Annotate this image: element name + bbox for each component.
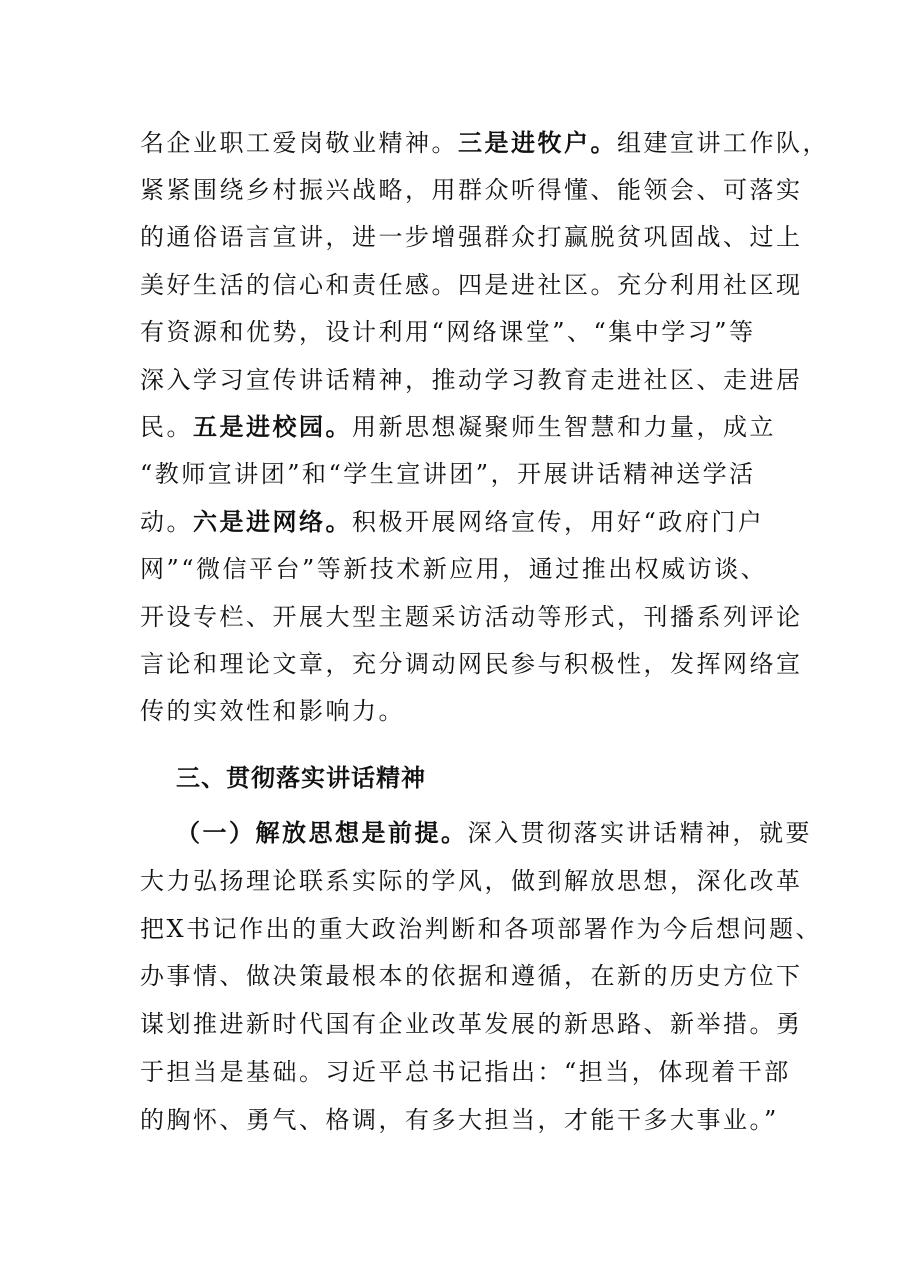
paragraph-line: 言论和理论文章，充分调动网民参与积极性，发挥网络宣: [140, 650, 803, 678]
section-heading: 三、贯彻落实讲话精神: [176, 764, 426, 792]
paragraph-line: [176, 818, 812, 848]
paragraph-line: 传的实效性和影响力。: [140, 697, 405, 725]
paragraph-line: 紧紧围绕乡村振兴战略，用群众听得懂、能领会、可落实: [140, 176, 803, 204]
paragraph-line: 的通俗语言宣讲，进一步增强群众打赢脱贫巩固战、过上: [140, 223, 803, 251]
paragraph-line: 美好生活的信心和责任感。四是进社区。充分利用社区现: [140, 271, 803, 299]
text-span: 动。: [140, 508, 193, 536]
paragraph-line: [140, 128, 829, 158]
paragraph-line: 把X书记作出的重大政治判断和各项部署作为今后想问题、: [140, 915, 823, 943]
bold-phrase: 六是进网络。: [193, 508, 352, 536]
paragraph-line: 大力弘扬理论联系实际的学风，做到解放思想，深化改革: [140, 867, 803, 895]
paragraph-line: 深入学习宣传讲话精神，推动学习教育走进社区、走进居: [140, 366, 803, 394]
text-span: 积极开展网络宣传，用好“政府门户: [352, 508, 765, 536]
paragraph-line: 办事情、做决策最根本的依据和遵循，在新的历史方位下: [140, 962, 803, 990]
bold-phrase: 三是进牧户。: [458, 129, 617, 157]
paragraph-line: 网”“微信平台”等新技术新应用，通过推出权威访谈、: [140, 555, 768, 583]
bold-phrase: （一）解放思想是前提。: [176, 819, 468, 847]
paragraph-line: 于担当是基础。习近平总书记指出：“担当，体现着干部: [140, 1058, 791, 1086]
text-span: 名企业职工爱岗敬业精神。: [140, 129, 458, 157]
paragraph-line: [140, 507, 764, 537]
text-span: 民。: [140, 413, 193, 441]
paragraph-line: 开设专栏、开展大型主题采访活动等形式，刊播系列评论: [140, 603, 803, 631]
paragraph-line: “教师宣讲团”和“学生宣讲团”，开展讲话精神送学活: [140, 460, 756, 488]
text-span: 深入贯彻落实讲话精神，就要: [467, 819, 812, 847]
paragraph-line: 有资源和优势，设计利用“网络课堂”、“集中学习”等: [140, 318, 756, 346]
paragraph-line: 谋划推进新时代国有企业改革发展的新思路、新举措。勇: [140, 1010, 803, 1038]
paragraph-line: [140, 412, 776, 442]
text-span: 组建宣讲工作队，: [617, 129, 829, 157]
bold-phrase: 五是进校园。: [193, 413, 352, 441]
paragraph-line: 的胸怀、勇气、格调，有多大担当，才能干多大事业。”: [140, 1106, 779, 1134]
text-span: 用新思想凝聚师生智慧和力量，成立: [352, 413, 776, 441]
